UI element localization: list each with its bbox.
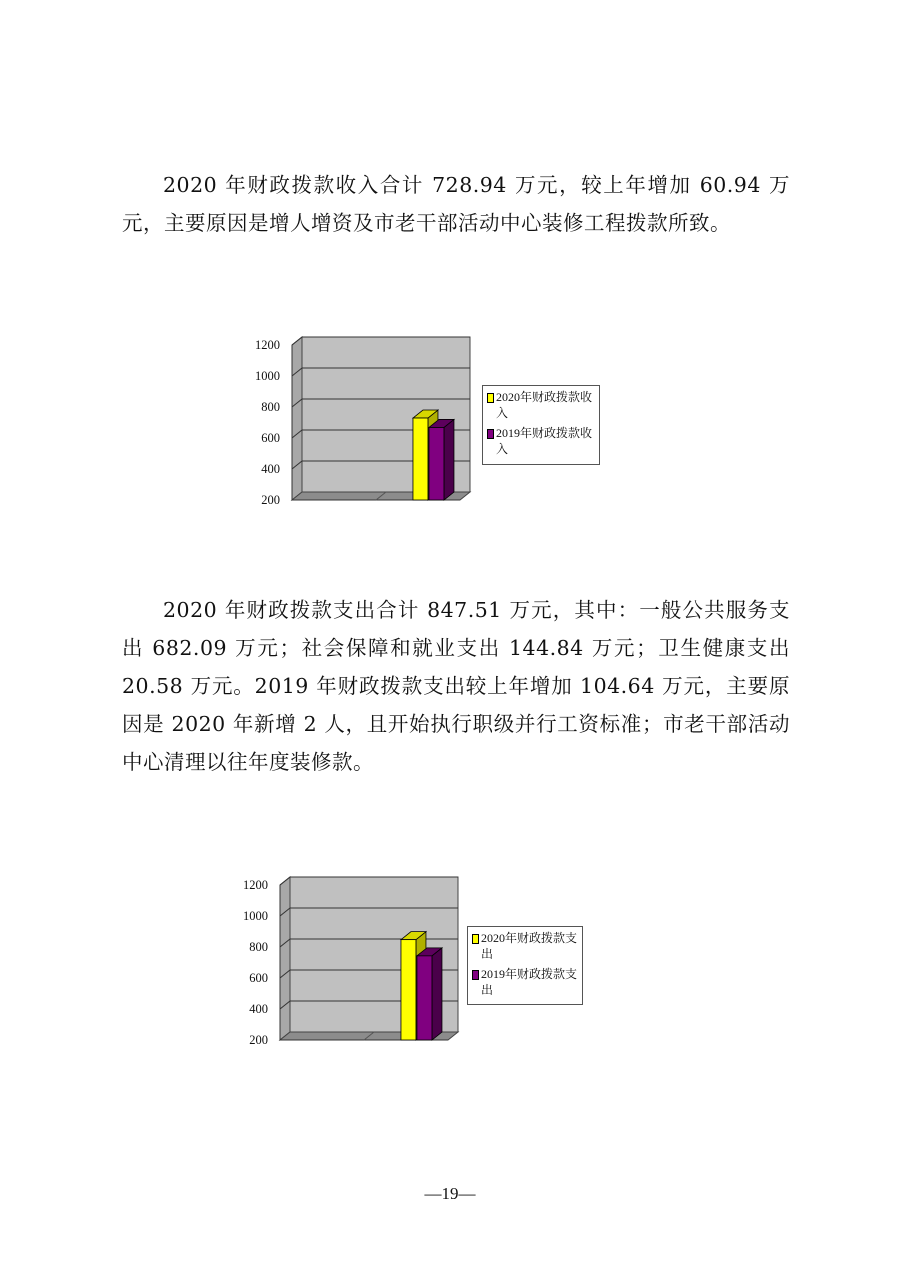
legend-label-2020: 2020年财政拨款收入 [496,390,593,420]
y-tick-label: 1000 [243,909,268,923]
legend-label-2019: 2019年财政拨款支出 [481,967,578,997]
y-tick-label: 400 [249,1002,268,1016]
y-tick-label: 200 [261,493,280,507]
y-tick-label: 1000 [255,369,280,383]
expense-paragraph: 2020 年财政拨款支出合计 847.51 万元，其中：一般公共服务支出 682.09 万元；社会保障和就业支出 144.84 万元；卫生健康支出 20.58 万元。2019 年财政拨款支出较上年增加 104.64 万元，主要原因是 2020 年新增 2 人，且开始执行职级并行工资标准；市老干部活动中心清理以往年度装修款。 [122,598,790,774]
legend-swatch-2019 [487,429,494,439]
y-tick-label: 400 [261,462,280,476]
income-paragraph: 2020 年财政拨款收入合计 728.94 万元，较上年增加 60.94 万元，主要原因是增人增资及市老干部活动中心装修工程拨款所致。 [122,173,790,235]
legend-item-2020 [472,930,578,962]
legend-item-2020 [487,389,595,421]
y-tick-label: 600 [261,431,280,445]
income-bar-chart [240,330,480,515]
chart-side-wall [280,877,290,1040]
legend-swatch-2020 [472,934,479,944]
bar-2019年财政拨款收入 [429,419,454,500]
legend-label-2020: 2020年财政拨款支出 [481,931,578,961]
y-tick-label: 1200 [255,338,280,352]
y-tick-label: 600 [249,971,268,985]
legend-swatch-2019 [472,970,479,980]
bar-front [413,418,428,500]
bar-side [432,948,442,1040]
expense-bar-chart [228,870,468,1055]
y-tick-label: 800 [261,400,280,414]
y-tick-label: 800 [249,940,268,954]
bar-2019年财政拨款支出 [417,948,442,1040]
y-tick-label: 200 [249,1033,268,1047]
income-chart-legend [482,385,600,465]
chart-side-wall [292,337,302,500]
legend-item-2019 [487,425,595,457]
legend-swatch-2020 [487,393,494,403]
bar-front [401,940,416,1040]
legend-item-2019 [472,966,578,998]
y-tick-label: 1200 [243,878,268,892]
expense-chart-legend [467,926,583,1005]
bar-front [429,427,444,500]
page-number: —19— [424,1184,476,1203]
bar-side [444,419,454,500]
bar-front [417,956,432,1040]
legend-label-2019: 2019年财政拨款收入 [496,426,593,456]
